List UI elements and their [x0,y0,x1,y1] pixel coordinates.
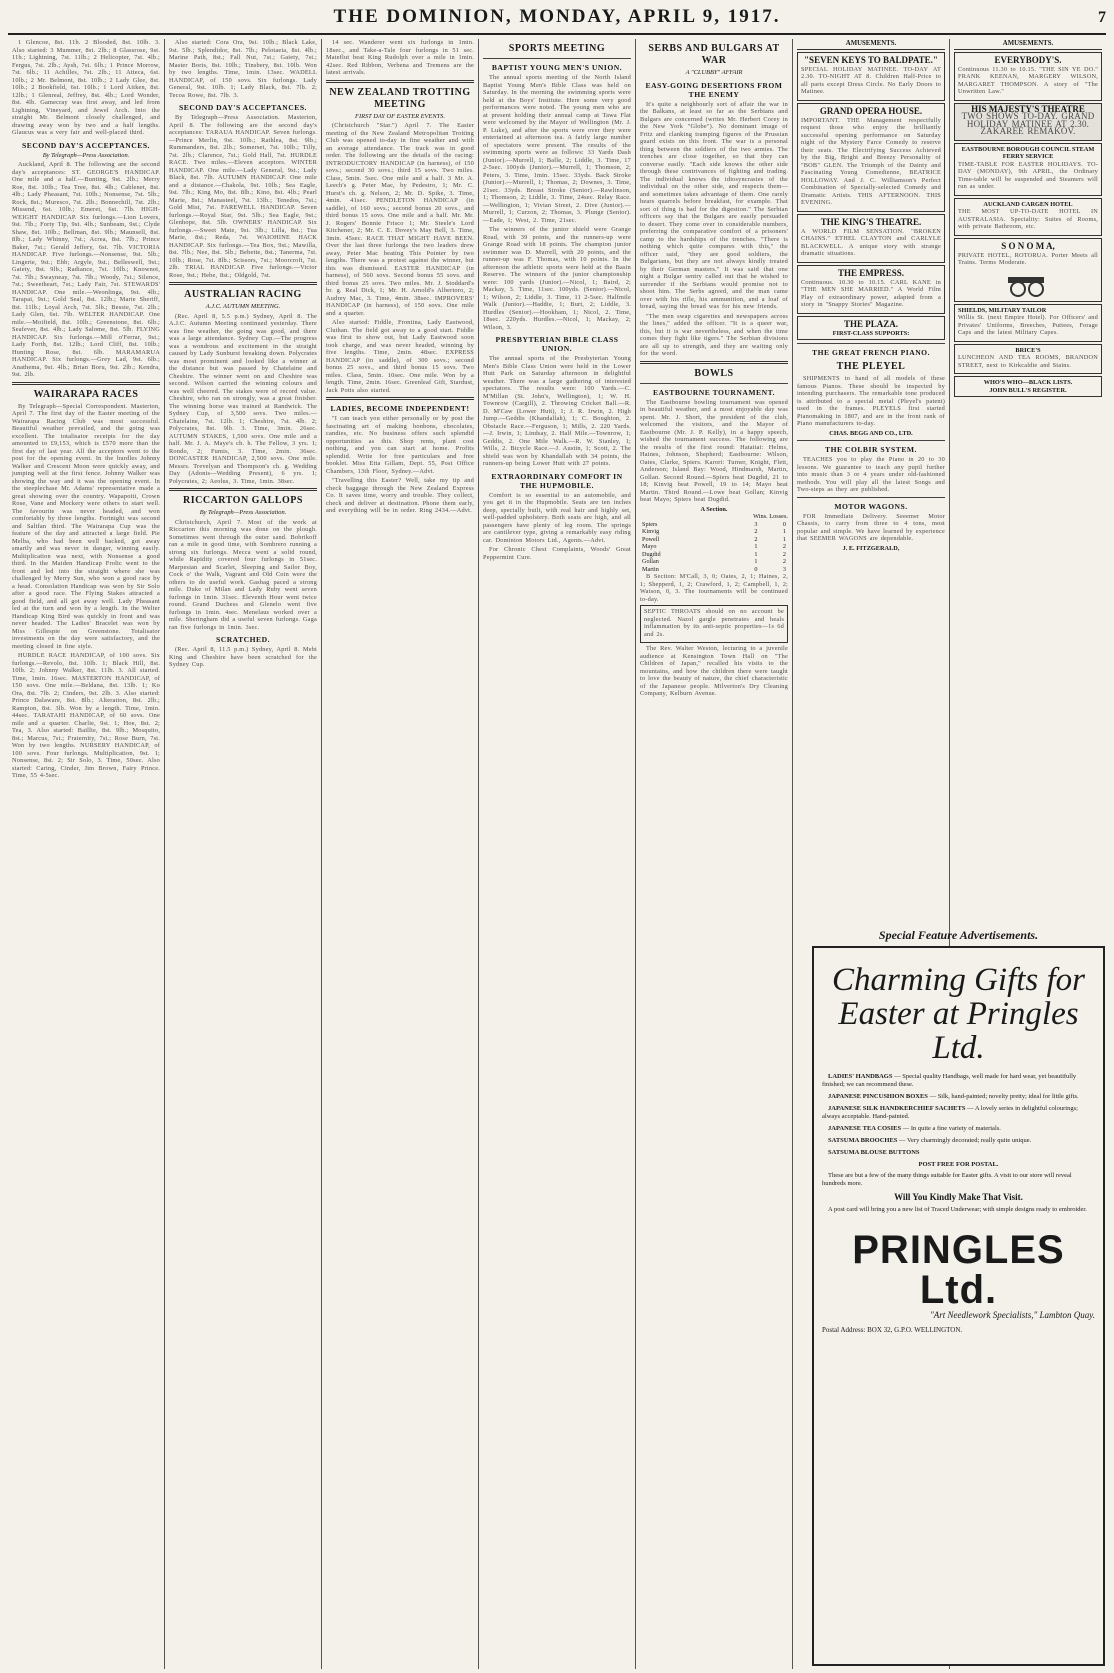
feature-item [822,1125,1095,1133]
result-name: Dugdid [642,550,661,558]
results-table [640,506,788,574]
colbir-heading: THE COLBIR SYSTEM. [825,445,917,454]
col1-byline: By Telegraph—Press Association. [42,151,130,159]
john-bull-title: JOHN BULL'S REGISTER. [989,386,1067,394]
column-1 [8,39,165,1669]
table-row [640,521,788,529]
feature-item [822,1073,1095,1089]
racing-results: 1 Glencoe, 8st. 11b. 2 Blooded, 8st. 10lb. 3. Also started: 3 Mummer, 8st. 2lb.; 8 Glassrose, 9st. 11b.; Lightning, 7st. 11lb.; 2 Helicopter, 7st. 4lb.; Fergus, 7st. 2lb.; Aysh, 7st. 6lb.; 1 Prince Morrow, 7st. 6lb.; 11 Achilles, 7st. 2lb.; 11 Atteca, 6st. 10lb.; 2 Mr. Belmont, 8st. 10lb.; 2 Lady Glee, 8st. 10lb.; 2 Bookfield, 6st. 10lb.; 1 Lord Aitken, 8st. 12lb.; 1 Glenreal, Jeffrey, 8st. 4lb.; Lord Wonder, 8st. 4lb. Gamecray was first away, and led from Lightning, Vineyard, and Jewel Arch. Into the straight Mr. Belmont closely challenged, and drawing away won by two and a half lengths. Glaucus was a very fair and well-placed third. [12,39,160,136]
table-row [640,543,788,551]
result-losses: 2 [782,543,786,550]
pringles-brand: PRINGLES Ltd. [852,1228,1065,1312]
feature-item-text: — In quite a fine variety of materials. [901,1125,1001,1132]
feature-item-name: SATSUMA BLOUSE BUTTONS [828,1149,920,1156]
grand-opera-house-ad[interactable]: GRAND OPERA HOUSE. IMPORTANT. THE Management respectfully request those who enjoy the brilliantly successful opening performance on Saturday night of the Mystery Farce Comedy to reserve their seats. The Electrifying Success Achieved by the Big, Bright and Breezy Personality of "BOB" GLEN. The Triumph of the Dainty and Fascinating Young Comedienne, BEATRICE HOLLOWAY. And J. C. Williamson's Perfect Combination of Specially-selected Comedy and Dramatic Artists. THIS AFTERNOON. THIS EVENING. [797,103,945,212]
result-name: Kinvig [642,528,660,535]
serbs-text-2: "The men swap cigarettes and newspapers across the lines," added the officer. "It is a queer war, this, but it is war nevertheless, and when the time comes they fight like tigers." The Serbian divisions are all up to strength, and they are waiting only for the word. [640,312,788,357]
results-header: Wins. Losses. [753,513,788,520]
result-losses: 1 [782,528,786,535]
feature-item-text: — Very charmingly decorated; really quite unique. [897,1137,1032,1144]
presbyterian-text: The annual sports of the Presbyterian Young Men's Bible Class Union were held in the Lower Hutt Park on Saturday afternoon in delightful weather. There was a large gathering of interested spectators. The results were: 100 Yards.—C. M'Millan (St. John's, Wellington), 1; W. H. Townrow (Cargill), 2. Throwing Cricket Ball.—R. D. M'Caw (Lower Hutt), 1; J. R. Irwin, 2. High Jump.—Geddis (Khandallah), 1; C. Boughton, 2. Obstacle Race.—Ferguson, 1; Mills, 2. 220 Yards.—J. Irwin, 1; Lindsay, 2. Half Mile.—Townrow, 1; Geddis, 2. One Mile Walk.—R. W. Stanley, 1; Wills, 2. Bicycle Race.—J. Austin, 1; Scott, 2. The shield was won by Khandallah with 34 points, the runners-up being Lower Hutt with 27 points. [483,355,631,467]
ladies-ad-text-2: "Travelling this Easter? Well, take my tip and check baggage through the New Zealand Express Co. It saves time, worry and trouble. They collect, check and deliver at destination. Phone them early, and everything will be in order. Ring 2434.—Advt. [326,477,474,514]
feature-kindly: Will You Kindly Make That Visit. [894,1192,1023,1202]
whos-who-ad[interactable] [954,376,1102,397]
acceptances-text: Auckland, April 8. The following are the second day's acceptances: ST. GEORGE'S HANDICAP. One mile and a half.—Bunting, 9st. 2lb.; Merry Roe, 8st. 10lb.; Tea Tree, 8st. 4lb.; Cablenet, 8st. 4lb.; Lady Pheasant, 7st. 10lb.; Nonsense, 7st. 5lb.; Rock, 8st.; Muresco, 7st. 2lb.; Bonnechill, 7st. 2lb.; Missend, 6st. 10lb.; Emeret, 6st. 7lb. HIGH-WEIGHT HANDICAP. Six furlongs.—Lion Lovers, 9st. 7lb.; Forty Tip, 9st. 4lb.; Sunbeam, 9st.; Clyde Shaw, 8st. 10lb.; Bellman, 8st. 9lb.; Maunsell, 8st. 8lb.; Lady Whinny, 7st.; Acrea, 8st. 7lb.; Prince Baker, 7st.; Gerald Jeffery, 6st. 7lb. VICTORIA HANDICAP. Five furlongs.—Nonsense, 9st. 5lb.; Lingerie, 9st.; Ebb; Argyle, 9st.; Belleswell, 9st.; Gaiety, 8st. 9lb.; Radiance, 7st. 10lb.; Knownot, 7st. 7lb.; Swayneay, 7st. 7lb.; Woody, 7st.; Silence, 7st.; Sweetheart, 7st.; Lady Fair, 7st. STEWARDS' HANDICAP. One mile.—Weonlinga, 9st. 4lb.; Tarapai, 9st.; Gold Seal, 8st. 12lb.; Marie Sheriff, 8st. 11lb.; Loyal Arch, 7st. 5lb.; Bessie, 7st. 2lb.; Lady Glen, 6st. 7lb. WELTER HANDICAP. One mile.—Moifield, 8st. 10lb.; Greenstone, 8st. 6lb.; Seafever, 8st. 4lb.; Lady Salome, 8st. 5lb. FLYING HANDICAP. Six furlongs.—Mill o'Ferrar, 9st.; Lady Forth, 8st. 12lb.; Lord Cliff, 8st. 10lb.; Hunting Rose, 8st. 6lb. MARAMARUA HANDICAP. Six furlongs.—Grey Lad, 9st. 6lb.; Anathema, 9st. 4lb.; Brian Boru, 9st. 2lb.; Kendra, 9st. 2lb. [12,161,160,378]
col2-riccarton-byline: By Telegraph—Press Association. [199,509,287,516]
empress-title: THE EMPRESS. [837,267,904,278]
results-rows [640,521,788,574]
result-wins: 1 [754,543,758,550]
shields-title: SHIELDS, MILITARY TAILOR [958,306,1047,314]
feature-headline: Charming Gifts for Easter at Pringles Ltd. [831,962,1086,1066]
result-losses: 1 [782,535,786,543]
column-3 [322,39,479,1669]
riccarton-text: Christchurch, April 7. Most of the work at Riccarton this morning was done on the plough. Sometimes went through the outer sand. Bobrikoff ran a mile in good time, with Sombrero running a strong six furlongs. Mecca went a solid round, while Rapidity covered four furlongs in 51sec. Marpesian and Scarlet, Sleeping and Sailor Boy, Cock o' the Walk, Vagrant and Old Coin were the others to do useful work. Gasbag paced a strong mile. Duke of Milan and Lady Ruby went seven furlongs in 1min. 31sec. Eleventh Hour went twice round. Grand Duchess and Glenelo went five furlongs in 1min. 4sec. Menelaus worked over a mile. Sheringham did a useful seven furlongs. Gaga ran five furlongs in 1min. 3sec. [169,518,317,631]
chas-begg: CHAS. BEGG AND CO., LTD. [829,429,913,437]
first-class-supports: FIRST-CLASS SUPPORTS: [832,329,910,337]
result-name: Mayo [642,543,657,550]
col2-heading-australian-racing: AUSTRALIAN RACING [184,289,302,300]
col5-bottom-text: The Rev. Walter Weston, lecturing to a juvenile audience at Kensington Town Hall on "The Children of Japan," recalled his visits to the mountains, and how the children there were taught to love the beauty of nature, the chief characteristic of the Japanese people. Milverton's Dry Cleaning Company, Kelburn Avenue. [640,645,788,697]
feature-items [822,1073,1095,1157]
whos-who-title: WHO'S WHO—BLACK LISTS. [983,379,1073,386]
col2-accept-text: By Telegraph—Press Association. Masterton, April 8. The following are the second day's acceptances: TARAUA HANDICAP. Seven furlongs.—Prince Merlin, 9st. 10lb.; Rathlea, 8st. 9lb.; Rummanders, 8st. 2lb.; Somerset, 7st. 10lb.; Tilly, 7st. 2lb.; Clarence, 7st.; Gold Hall, 7st. HURDLE RACE. Two miles.—Eleven acceptors. WINTER HANDICAP. One mile.—Lady General, 9st.; Lady Black, 8st. 7lb. AUTUMN HANDICAP. One mile and a distance.—Chakola, 9st. 10lb.; Sea Eagle, 9st. 7lb.; King Mo, 8st. 8lb.; Kino, 8st. 4lb.; Pearl Marie, 8st.; Manasteel, 7st. 13lb.; Tenedos, 7st.; Gold Mist, 7st. FAREWELL HANDICAP. Seven furlongs.—Royal Star, 9st. 5lb.; Sea Eagle, 9st.; Glenhope, 8st. 5lb. OWNERS' HANDICAP. Six furlongs.—Sweet Mate, 9st. 3lb.; Lilla, 8st.; Tua Marie, 8st.; Reda, 7st. WAIOHINE HACK HANDICAP. Six furlongs.—Tea Box, 9st.; Mawilla, 8st. 7lb.; Nee, 8st. 5lb.; Bebette, 8st.; Tanerma, 7st. 10lb.; Rose, 7st. 8lb.; Scissors, 7st.; Moorcroft, 7st. 2lb. TRIAL HANDICAP. Five furlongs.—Victor Rose, 9st.; Hebe, 8st.; Oldgold, 7st. [169,114,317,279]
result-wins: 1 [754,550,758,558]
feature-item [822,1149,1095,1157]
everybodys-ad[interactable]: EVERYBODY'S. Continuous 11.30 to 10.15. "THE SIN YE DO." FRANK KEENAN, MARGERY WILSON, MARGARET THOMPSON. A story of "The Unwritten Law." [954,52,1102,101]
col5-heading-bowls: BOWLS [694,367,734,379]
feature-item-text: — Silk, hand-painted; novelty pretty; ideal for little gifts. [927,1093,1079,1100]
result-name: Spiers [642,520,658,528]
grand-opera-title: GRAND OPERA HOUSE. [819,105,923,116]
masthead [8,6,1106,35]
column-4 [479,39,636,1669]
table-row [640,536,788,544]
everybodys-title: EVERYBODY'S. [994,54,1062,65]
col7-section-amusements: AMUSEMENTS. [954,39,1102,50]
brices-title: BRICE'S [1015,346,1041,354]
baptist-text: The annual sports meeting of the North Island Baptist Young Men's Bible Class was held on Saturday. In the morning the swimming sports were held at the Boys' Institute. Here some very good performances were noted. The young men who are at present holding their annual camp at Tawa Flat were welcomed by the Mayor of Wellington (Mr. J. P. Luke), and after the sports were over they were entertained at afternoon tea. A fairly large number of spectators were present. The results of the swimming sports were as follows: 33 Yards Dash (Junior).—Murrell, 1; Balle, 2; Liddle, 3. Time, 17 2-5sec. 100yds (Junior).—Murrell, 1; Thomson, 2; Peters, 3. Time, 1min. 15sec. 33yds. Back Stroke (Junior).—Murrell, 1; Thomas, 2; Downes, 3. Time, 21sec. 33yds. Breast Stroke (Senior).—Rawlinson, 1; Thomson, 2; Liddle, 3. Time, 24sec. Relay Race.—Wellington, 1; Vivian Street, 2. Dive (Junior).—Murrell, 1; Curzon, 2; Thomas, 3. Plunge (Senior).—Eade, 1; West, 2. Time, 21sec. [483,74,631,224]
col2-heading-scratched: SCRATCHED. [215,635,270,644]
septic-throats-ad: SEPTIC THROATS should on no account be neglected. Nazol gargle penetrates and heals inflammation by its anti-septic properties—1s 6d and 2s. [640,605,788,643]
bowls-text: The Eastbourne bowling tournament was opened in beautiful weather, and a most enjoyable day was spent. Mr. J. Short, the president of the club, welcomed the visitors, and the Mayor of Eastbourne (Mr. J. P. Kelly), in a happy speech, wished the tournament success. The following are the results of the first round: Hataitai: Helms, Haines, Johnson, Shepherd; Eastbourne: Wilson, Oates, Clarke, Spiers. Karori: Turner, Knight, Flett, Anderson; Island Bay: Wood, Hindmarsh, Martin, Gollan. Second Round.—Spiers beat Dugdid, 21 to 18; Kinvig beat Powell, 19 to 14; Mayo beat Martin. Third Round.—Lowe beat Gollan; Kinvig beat Mayo; Spiers beat Dugdid. [640,398,788,503]
result-wins: 2 [754,528,758,535]
page-number: 7 [1098,9,1106,26]
col2-heading-riccarton: RICCARTON GALLOPS [183,495,303,506]
wairarapa-text: By Telegraph—Special Correspondent. Masterton, April 7. The first day of the Easter meeting of the Wairarapa Racing Club was most successful. Beautiful weather prevailed, and the going was excellent. The totalisator receipts for the day amounted to £9,153, which is £570 more than the first day of last year. All the acceptors went to the post for the opening event. In the hurdles Johnny Walker and Crescent Moon were quickly away, and jumping well at the first fence. Johnny Walker was showing the way and it was the opening event. In the steeplechase Mr. Adams' representative made a great showing over the country. Wapapoiti, Crown Rose, Vane and Mockery were others to start well. The favourite was never headed, and won comfortably by three lengths. Fortnight was second and Saltfan third. The Wairarapa Cup was the feature of the day and attracted a large field. Pie Melba, who had been well backed, got away smartly and was never in danger, winning easily. Multiplication was next, with Nonsense a good third. In the Maiden Handicap Frolic went to the front and led into the straight where she was challenged by Merry Sun, who won a good race by a head. Consolation Handicap was won by Sir Solo after a good race. The Flying Stakes attracted a good field, and all got away well. Lady Pheasant led at the turn and won by a length. In the Welter Handicap King Bird was quickly in front and was never headed. The Ladies' Bracelet was won by Miss Gillespie on Greenstone. Totalisator investments on the day were satisfactory, and the meeting closed in fine style. [12,402,160,650]
serbs-text: It's quite a neighbourly sort of affair the war in the Balkans, at least so far as the Serbians and Bulgars are concerned (writes Mr. Herbert Corey in the New York "Globe"). No dominant image of Fritz and clanking tramping figures of the Prussian guard exists on this front. The war is a personal thing between the soldiers of the two armies. The trenches are close together, so that they can converse easily. "Each side knows the other side through these contrivances of fighting and trading. The individual knows the idiosyncrasies of the individual on the other side, and respects them—and sometimes takes advantage of them. One rarely hears quarrels before breakfast, for example. That sort of thing is bad for the digestion." The Serbian officers say that the Bulgars are easily persuaded to desert. They come over in considerable numbers, preferring the comparative comfort of a prisoners' camp to the hardships of the trenches. "There is nothing which quite compares with this," the officer said, "they are good soldiers, the Bulgarians, but they are not always kindly treated by their German masters." It was said that one night a Bulgar sentry called out that he wished to surrender if the Serbians would promise not to shoot him. The Serbs agreed, and the man came over with his rifle, his ammunition, and a loaf of bread, saying the bread was for his new friends. [640,100,788,310]
feature-header: Special Feature Advertisements. [878,928,1039,942]
his-majestys-title: HIS MAJESTY'S THEATRE [971,103,1085,114]
col5-heading-serbs: SERBS AND BULGARS AT WAR [648,43,780,66]
feature-item-name: LADIES' HANDBAGS [828,1073,893,1080]
feature-item-name: JAPANESE PINCUSHION BOXES [828,1093,928,1100]
seven-keys-ad[interactable]: "SEVEN KEYS TO BALDPATE." SPECIAL HOLIDAY MATINEE. TO-DAY AT 2.30. TO-NIGHT AT 8. Children Half-Price to all parts except Dress Circle. No Early Doors to Matinee. [797,52,945,101]
col4-heading-sports: SPORTS MEETING [508,43,606,54]
result-losses: 0 [782,520,786,528]
table-row [640,528,788,536]
feature-item [822,1137,1095,1145]
kings-title: THE KING'S THEATRE. [820,216,922,227]
col2-heading-acceptances: SECOND DAY'S ACCEPTANCES. [179,103,307,112]
results-title: A Section. [700,505,728,513]
col4-heading-presbyterian: PRESBYTERIAN BIBLE CLASS UNION. [495,335,619,353]
trotting-text: (Christchurch "Star.") April 7. The Easter meeting of the New Zealand Metropolitan Trotting Club was opened to-day in fine weather and with an average attendance. The track was in good order. The following are the details of the racing: INTRODUCTORY HANDICAP (in harness), of 150 sovs.; second 30 sovs.; third 15 sovs. Two miles. Class, 5min. 5sec. One mile and a half. 3 Mr. A. Leech's g. Peter Mac, by Pedestro, 1; Mr. C. Hurst's ch. g. Nelson, 2; Mr. D. Spike, 3. Time, 4min. 41sec. PENDLETON HANDICAP (in saddle), of 160 sovs.; second bonus 20 sovs., and third bonus 15 sovs. One mile and a half. Mr. Mr. J. Rogers' Bonnie Frisco 1; Mr. Steele's Lord Kitchener, 2; Mr. C. E. Dovey's May Bell, 3. Time, 3min. 45sec. RACE THAT MIGHT HAVE BEEN. Over the last three furlongs the two leaders drew away, Peter Mac beating This Pointer by two lengths. There was a protest against the winner, but this was dismissed. EASTER HANDICAP (in harness), of 560 sovs. Second bonus 55 sovs. and third bonus 25 sovs. Two miles. Mr. J. Stoddard's br. g. Real Dick, 1; Mr. H. Arnold's Albertoro, 2; Audrey Mac, 3. Time, 4min. 38sec. IMPROVERS' HANDICAP (in harness), of 150 sovs. One mile and a quarter. [326,122,474,317]
result-name: Powell [642,535,660,543]
result-losses: 2 [782,550,786,558]
ladies-ad-text: "I can teach you either personally or by post the fascinating art of making bonbons, chocolates, candies, etc. No business offers such splendid opportunities as this. Shop rents, plant cost nothing, and you can start at home. Profits splendid. Write for free particulars and free booklet. Miss Etta Gillam, Dept. 55, Post Office Chambers, 13th Floor, Sydney.—Advt. [326,415,474,475]
result-name: Martin [642,565,659,573]
bowls-text-2: B Section: M'Call, 3, 0; Oates, 2, 1; Haines, 2, 1; Shepperd, 1, 2; Crawford, 1, 2; Campbell, 1, 2; Watson, 0, 3. The tournaments will be continued to-day. [640,573,788,603]
column-2 [165,39,322,1669]
shields-tailor-ad[interactable]: SHIELDS, MILITARY TAILOR Willis St. (next Empire Hotel). For Officers' and Privates' Uniforms, Breeches, Puttees, Forage Caps and the latest Military Capes. [954,304,1102,342]
col4-bottom-text: For Chronic Chest Complaints, Woods' Great Peppermint Cure. [483,546,631,561]
table-row [640,551,788,559]
brices-ad[interactable]: BRICE'S LUNCHEON AND TEA ROOMS, BRANDON STREET, next to Kirkcaldie and Stains. [954,344,1102,375]
feature-closing: These are but a few of the many things suitable for Easter gifts. A visit to our store will reveal hundreds more. [822,1172,1072,1187]
feature-item-text: — Special quality Handbags, well made for hard wear, yet beautifully finished; we can recommend these. [822,1073,1077,1088]
col1-heading-acceptances: SECOND DAY'S ACCEPTANCES. [22,140,150,150]
pringles-sub: "Art Needlework Specialists," Lambton Quay. [929,1310,1095,1320]
motor-wagons-text: FOR Immediate Delivery. Seeemer Motor Chassis, to carry from three to 4 tons, most popular and simple. We have learned by experience that SEEMER WAGONS are dependable. [797,512,945,542]
col5-sub-clubby: A "CLUBBY" AFFAIR [685,69,743,76]
seven-keys-title: "SEVEN KEYS TO BALDPATE." [804,54,938,65]
kings-theatre-ad[interactable]: THE KING'S THEATRE. A WORLD FILM SENSATION. "BROKEN CHAINS." ETHEL CLAYTON and CARLYLE BLACKWELL. A unique story with strange dramatic situations. [797,214,945,263]
col2-ajc-meeting: A.J.C. AUTUMN MEETING. [205,303,281,310]
feature-item-name: SATSUMA BROOCHES [828,1137,898,1144]
masthead-title: THE DOMINION, MONDAY, APRIL 9, 1917. [333,6,781,27]
col2-top-text: Also started: Cora Ora, 9st. 10lb.; Black Lake, 9st. 5lb.; Splendidor, 8st. 7lb.; Pelotaeia, 8st. 4lb.; Marine Path, 8st.; Fall Nut, 7st.; Gaiety, 7st.; Master Boris, 8st. 10lb.; Tinsbery, 8st. 10lb. Won by two lengths. Time, 1min. 13sec. WADELL HANDICAP, of 150 sovs. Six furlongs. Lady General, 9st. 10lb. 1; Lady Black, 8st. 7lb. 2; Tecoa Rowe, 8st. 7lb. 3. [169,39,317,99]
ferry-service-ad[interactable]: EASTBOURNE BOROUGH COUNCIL STEAM FERRY SERVICE TIME-TABLE FOR EASTER HOLIDAYS. TO-DAY (MONDAY), 9th APRIL, the Ordinary Time-table will be suspended and Steamers will run as under. [954,143,1102,196]
feature-item [822,1093,1095,1101]
col3-top-text: 14 sec. Wanderer went six furlongs in 1min. 18sec., and Take-a-Tale four furlongs in 51 sec. Mateflut beat King Rudolph over a mile in 1min. 42sec. Red Ribbon, Verbena and Tremens are the latest arrivals. [326,39,474,76]
motor-wagons-heading: MOTOR WAGONS. [834,501,908,511]
feature-item [822,1105,1095,1121]
column-5 [636,39,793,1669]
scratched-text: (Rec. April 8, 11.5 p.m.) Sydney, April 8. Mebi King and Cheshire have been scratched for the Sydney Cup. [169,646,317,668]
plaza-title: THE PLAZA. [843,318,898,329]
post-free: POST FREE FOR POSTAL. [918,1161,999,1168]
hupmobile-text: Comfort is so essential to an automobile, and you get it in the Hupmobile. Seats are ten inches deep, specially built, with real hair and highly set, well-padded upholstery. Both seats are high, and all passengers have plenty of leg room. The springs are cantilever type, giving a remarkably easy riding car. Dominion Motors Ltd., Agents.—Advt. [483,491,631,544]
result-wins: 1 [754,558,758,565]
cargen-title: AUCKLAND CARGEN HOTEL [983,200,1073,208]
plaza-ad[interactable] [797,316,945,341]
postal-address: Postal Address: BOX 32, G.P.O. WELLINGTON. [822,1326,963,1334]
feature-item-name: JAPANESE TEA COSIES [828,1125,902,1132]
baptist-text-2: The winners of the junior shield were Grange Road, with 39 points, and the runners-up were Grange Road with 18 points. The champion junior swimmer was D. Murrell, with 20 points, and the runner-up was F. Thomas, with 10 points. In the afternoon the athletic sports were held at the Basin Reserve. The winners of the junior championship were: 100 yards (Junior).—Nicol, 1; Baird, 2; Mackay, 3. Time, 11sec. 100yds. (Senior).—Nicol, 1; Wilson, 2; Liddle, 3. Time, 11 2-5sec. Halfmile Walk (Junior).—Haddie, 1; Burt, 2; Liddle, 3. Hurdles (Senior).—Hookham, 1; Nicol, 2. Time, 18sec. 220yds. Hurdles.—Nicol, 1; Mackay, 2; Wilson, 3. [483,226,631,331]
table-row [640,558,788,566]
colbir-text: TEACHES you to play the Piano in 20 to 30 lessons. We guarantee to teach any pupil further into music than 3 or 4 years under old-fashioned methods. You will play all the latest Songs and Two-steps as they are published. [797,456,945,493]
cargen-hotel-ad[interactable]: AUCKLAND CARGEN HOTEL THE MOST UP-TO-DATE HOTEL IN AUSTRALASIA. Speciality: Suites of Rooms, with private Bathroom, etc. [954,198,1102,236]
fitzgerald: J. E. FITZGERALD, [842,544,900,552]
col3-heading-ladies: LADIES, BECOME INDEPENDENT! [330,404,470,413]
pringles-feature-ad [812,946,1105,1666]
feature-item-name: JAPANESE SILK HANDKERCHIEF SACHETS [828,1105,966,1112]
col3-first-day: FIRST DAY OF EASTER EVENTS. [355,112,445,120]
col3-heading-trotting: NEW ZEALAND TROTTING MEETING [329,86,471,110]
result-wins: 0 [754,565,758,573]
ferry-title: EASTBOURNE BOROUGH COUNCIL STEAM FERRY SERVICE [961,145,1095,160]
french-piano-heading: THE GREAT FRENCH PIANO. [812,348,930,357]
empress-ad[interactable]: THE EMPRESS. Continuous. 10.30 to 10.15. CARL KANE in "THE MEN SHE MARRIED." A World Film Play of extraordinary power, adapted from a story in "Snappy Stories" Magazine. [797,265,945,314]
sonoma-ad[interactable]: S O N O M A, PRIVATE HOTEL, ROTORUA. Porter Meets all Trains. Terms Moderate. [954,238,1102,302]
result-wins: 3 [754,520,758,528]
feature-item-text: — A lovely series in delightful colourings; always acceptable. Hand-painted. [822,1105,1078,1120]
sonoma-title: S O N O M A, [1001,240,1055,251]
result-losses: 2 [782,558,786,565]
result-wins: 2 [754,535,758,543]
col1-heading-wairarapa: WAIRARAPA RACES [33,388,139,400]
col5-heading-eastbourne: EASTBOURNE TOURNAMENT. [653,387,775,397]
table-row [640,566,788,574]
col4-heading-baptist: BAPTIST YOUNG MEN'S UNION. [491,63,623,72]
result-name: Gollan [642,558,659,565]
pleyel-heading: THE PLEYEL [836,361,906,372]
result-losses: 3 [782,565,786,573]
wairarapa-results: HURDLE RACE HANDICAP, of 100 sovs. Six furlongs.—Revolo, 8st. 10lb. 1; Black Hill, 8st. 10lb. 2; Johnny Walker, 8st. 11lb. 3. All started. Time, 1min. 16sec. MASTERTON HANDICAP, of 150 sovs. One mile.—Beldana, 8st. 13lb. 1; Ko Ora, 8st. 7lb. 2; Cinders, 9st. 2lb. 3. Also started: Prince Dalaware, 8st. 8lb.; Alteration, 8st. 2lb.; Rampion, 8st. 3lb. Won by a length. Time, 1min. 44sec. TARATAHI HANDICAP, of 60 sovs. One mile and a quarter. Charlie, 9st. 1; Hoe, 8st. 2; Tea, 3. Also started: Baillie, 8st. 9lb.; Mosquito, 8st.; Marcus, 7st.; Fraternity, 7st.; Rose Burn, 7st. Won by two lengths. NURSERY HANDICAP, of 100 sovs. Four furlongs. Multiplication, 9st. 1; Nonsense, 8st. 2; Sir Solo, 3. Time, 50sec. Also started: Caring, Cinder, Jim Brown, Fairy Prince. Time, 55 4-5sec. [12,652,160,779]
cannon-illustration [998,269,1058,297]
col6-section-amusements: AMUSEMENTS. [797,39,945,50]
feature-postcard: A post card will bring you a new list of Traced Underwear; with simple designs ready to embroider. [828,1206,1087,1213]
col5-heading-desertions: EASY-GOING DESERTIONS FROM THE ENEMY [645,80,783,99]
trotting-text-2: Also started: Fiddle, Frontina, Lady Eastwood, Cluthan. The field got away to a good start. Fiddle was first to show out, but Lady Eastwood soon took charge, and was never headed, winning by five lengths. Time, 2min. 48sec. EXPRESS HANDICAP (in saddle), of 300 sovs.; second bonus 25 sovs., and third bonus 15 sovs. Two miles. Class, 5min. 10sec. One mile. Won by a length. Time, 2min. 16sec. Greenleaf Gift, Stardust, Jack Potts also started. [326,319,474,394]
col4-heading-hupmobile: EXTRAORDINARY COMFORT IN THE HUPMOBILE. [491,471,623,490]
pleyel-text: SHIPMENTS to hand of all models of these famous Pianos. These should be inspected by intending purchasers. The remarkable tone produced is attributed to a special metal (Pleyel's patent) used in the frames. PLEYELS first started Pianomaking in 1807, and are in the front rank of Piano manufacturers to-day. [797,375,945,427]
australian-racing-text: (Rec. April 8, 5.5 p.m.) Sydney, April 8. The A.J.C. Autumn Meeting continued yesterday. There was fine weather, the going was good, and there was a large attendance. Sydney Cup.—The progress was a wondrous and excitement in the straight caused by Lady Sunburst breaking down. Polycrates was most prominent and looked like a winner at the distance but was passed by Chatelaine and Cheshire. The winner went on and Cheshire was second. Wilson carried the winning colours and was well cheered. The stakes were of record value. Cheshire, who ran on strongly, was a great finisher. The winning horse was trained at Randwick. The Sydney Cup, of 3,500 sovs. Two miles.—Chatelaine, 7st. 12lb. 1; Cheshire, 7st. 4lb. 2; Polycrates, 8st. 9lb. 3. Time, 3min. 26sec. AUTUMN STAKES, 1,500 sovs. One mile and a half. Mr. J. A. Maye's ch. h. The Fellow, 3 yrs. 1; Rondo, 2; Fumis, 3. Time, 2min. 36sec. DONCASTER HANDICAP, 2,500 sovs. One mile. Messrs. Trevelyan and Thompson's ch. g. Wedding Day (Adonis—Wedding Present), 6 yrs. 1; Polycrates, 2; Aeolus, 3. Time, 1min. 38sec. [169,312,317,485]
his-majestys-ad[interactable]: HIS MAJESTY'S THEATRE TWO SHOWS TO-DAY. GRAND HOLIDAY MATINEE AT 2.30. ZAKAREE REMAKOV. [954,103,1102,141]
